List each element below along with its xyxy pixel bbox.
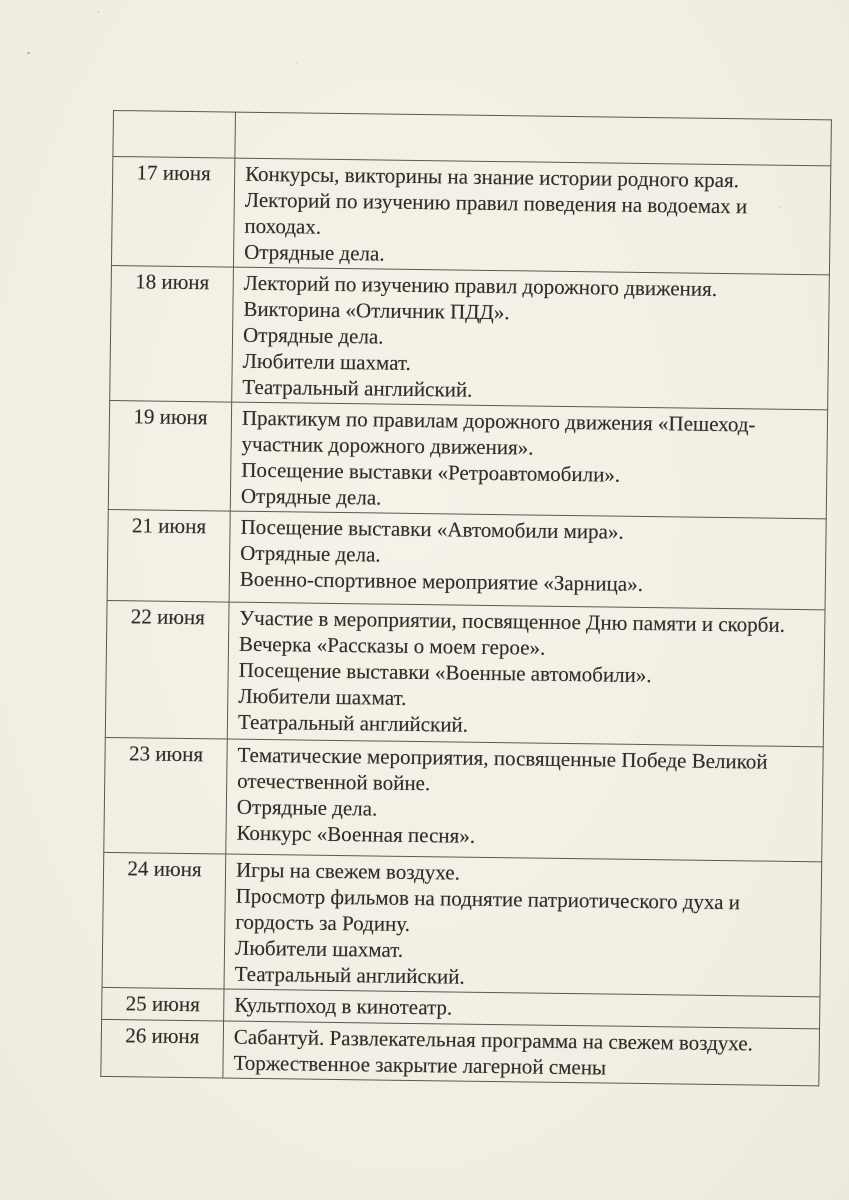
activities-cell: [229, 511, 826, 610]
table-row: [104, 737, 823, 861]
activities-cell: [230, 402, 827, 519]
activity-line: Торжественное закрытие лагерной смены: [233, 1050, 607, 1080]
activity-line: Любители шахмат.: [234, 935, 404, 962]
activities-cell: [232, 267, 830, 410]
table-row: [107, 509, 826, 609]
activity-line: Просмотр фильмов на поднятие патриотического духа и гордость за Родину.: [235, 883, 741, 936]
activity-line: Игры на свежем воздухе.: [235, 857, 461, 885]
activity-line: Сабантуй. Развлекательная программа на свежем воздухе.: [233, 1024, 754, 1056]
activity-line: Участие в мероприятии, посвященное Дню памяти и скорби.: [239, 605, 786, 637]
schedule-table-container: [100, 110, 832, 1086]
table-row: [102, 852, 822, 996]
activities-cell: [233, 158, 830, 275]
activity-line: Вечерка «Рассказы о моем герое».: [238, 631, 546, 660]
activity-line: Любители шахмат.: [238, 683, 407, 710]
activity-line: Посещение выставки «Военные автомобили».: [238, 657, 652, 688]
activity-line: Отрядные дела.: [240, 540, 381, 567]
date-cell: 24 июня: [102, 852, 226, 989]
activity-line: Отрядные дела.: [240, 483, 382, 510]
activity-line: Тематические мероприятия, посвященные Победе Великой отечественной войне.: [237, 742, 768, 796]
date-cell: 21 июня: [107, 509, 230, 602]
activity-line: Конкурсы, викторины на знание истории родного края.: [245, 161, 740, 193]
activity-line: Культпоход в кинотеатр.: [234, 992, 453, 1020]
date-cell: 26 июня: [101, 1019, 224, 1078]
activity-line: Театральный английский.: [242, 374, 473, 402]
activities-cell: [227, 602, 825, 747]
table-row: [111, 157, 830, 275]
date-cell: 23 июня: [104, 737, 227, 854]
table-row: [108, 400, 827, 518]
activities-cell: [224, 854, 822, 997]
activity-line: Посещение выставки «Автомобили мира».: [240, 514, 624, 544]
scan-speck: [97, 11, 99, 13]
date-cell: 17 июня: [111, 157, 234, 268]
activity-line: Любители шахмат.: [242, 348, 411, 375]
activity-line: Практикум по правилам дорожного движения «Пешеход-участник дорожного движения».: [241, 405, 756, 460]
activity-line: Отрядные дела.: [236, 794, 378, 821]
date-cell: 22 июня: [105, 600, 229, 739]
camp-schedule-table: [100, 110, 832, 1086]
activities-cell: [223, 1021, 820, 1086]
activity-line: Посещение выставки «Ретроавтомобили».: [241, 457, 621, 487]
activity-line: Военно-спортивное мероприятие «Зарница».: [239, 566, 644, 596]
table-row: [105, 600, 825, 746]
activity-line: Отрядные дела.: [242, 322, 384, 349]
date-cell: 25 июня: [102, 987, 224, 1021]
activities-cell: [226, 739, 823, 862]
table-row: [110, 265, 830, 409]
activity-line: Викторина «Отличник ПДД».: [243, 296, 510, 325]
activity-line: Лекторий по изучению правил дорожного движения.: [243, 270, 718, 301]
header-date-cell: [113, 111, 236, 159]
date-cell: 18 июня: [110, 265, 234, 402]
activity-line: Лекторий по изучению правил поведения на водоемах и походах.: [244, 187, 748, 239]
header-activities-cell: [235, 112, 832, 166]
scan-speck: [27, 52, 30, 54]
date-cell: 19 июня: [108, 400, 231, 511]
activity-line: Театральный английский.: [237, 709, 469, 737]
activity-line: Театральный английский.: [234, 961, 465, 989]
scan-speck: [296, 62, 298, 64]
table-row: [101, 1019, 820, 1085]
activity-line: Конкурс «Военная песня».: [236, 820, 476, 848]
activity-line: Отрядные дела.: [243, 239, 385, 266]
